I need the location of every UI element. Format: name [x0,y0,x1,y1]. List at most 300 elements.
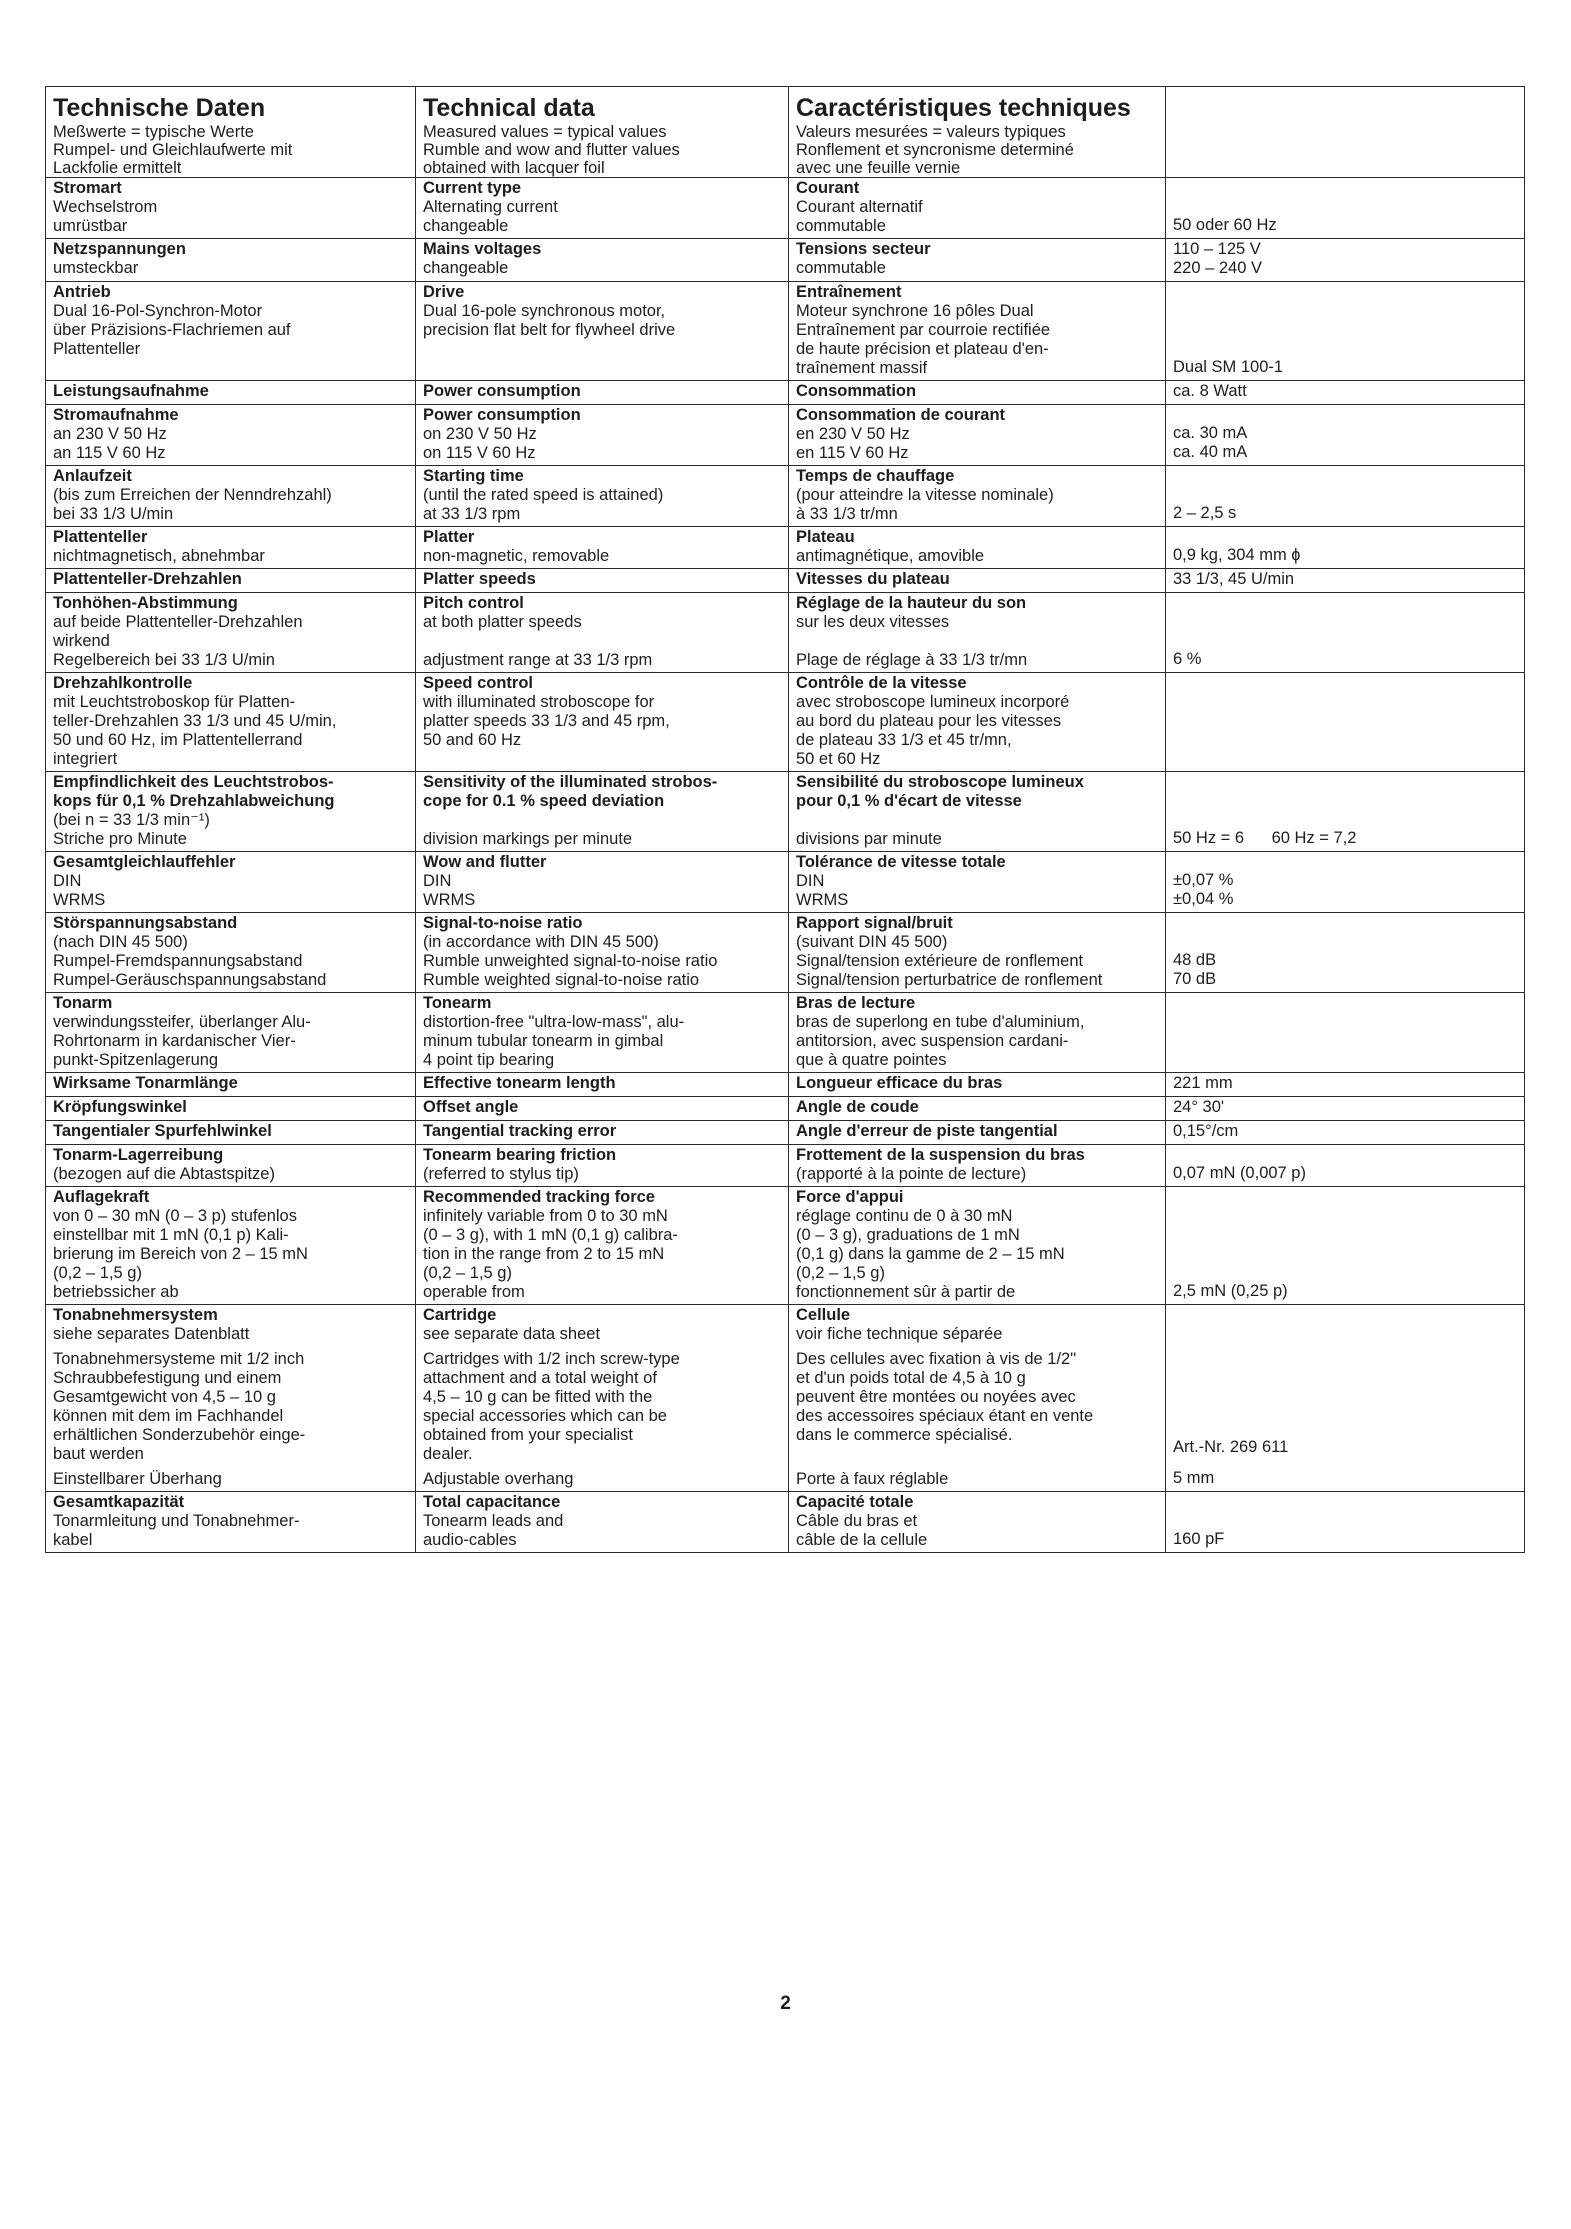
text-line [796,1445,1159,1464]
cell-value [1166,1073,1525,1097]
cell-de [46,1073,416,1097]
text-line: Wechselstrom [53,198,158,216]
page-number: 2 [780,1993,791,2014]
cell-en [416,1121,789,1145]
value-line: ca. 30 mA [1173,424,1248,442]
row-title: Consommation [796,382,917,400]
text-line: Courant alternatif [796,198,923,216]
header-cell-de [46,87,416,178]
row-title: Entraînement [796,283,902,301]
cell-fr [789,282,1166,381]
table-row [46,405,1525,466]
header-de: Technische Daten [53,94,266,122]
table-row [46,993,1525,1073]
text-line: Signal/tension perturbatrice de ronflement [796,971,1103,989]
text-line: changeable [423,259,509,277]
cell-de [46,993,416,1073]
row-title: pour 0,1 % d'écart de vitesse [796,792,1022,810]
cell-en [416,1097,789,1121]
row-title: Stromart [53,179,122,197]
table-row [46,852,1525,913]
text-line: (0,2 – 1,5 g) [423,1264,512,1282]
cell-fr [789,1305,1166,1492]
row-title: Platter speeds [423,570,536,588]
value-line: ca. 40 mA [1173,443,1248,461]
cell-de [46,913,416,993]
text-line: peuvent être montées ou noyées avec [796,1388,1076,1406]
value-line: 50 oder 60 Hz [1173,216,1277,234]
text-line: en 230 V 50 Hz [796,425,910,443]
text-line: Entraînement par courroie rectifiée [796,321,1051,339]
intro-line: Meßwerte = typische Werte [53,123,254,141]
row-title: Drehzahlkontrolle [53,674,193,692]
text-line: at 33 1/3 rpm [423,505,521,523]
text-line: commutable [796,259,886,277]
value-line: 48 dB [1173,951,1217,969]
cell-value [1166,913,1525,993]
cell-value [1166,593,1525,673]
row-title: Tonarm-Lagerreibung [53,1146,224,1164]
text-line: Rumble unweighted signal-to-noise ratio [423,952,718,970]
header-en: Technical data [423,94,595,122]
table-row [46,1097,1525,1121]
value-line: ±0,04 % [1173,890,1234,908]
text-line: Tonabnehmersysteme mit 1/2 inch [53,1350,305,1368]
text-line: sur les deux vitesses [796,613,950,631]
text-line: Dual 16-pole synchronous motor, [423,302,666,320]
row-title: Sensitivity of the illuminated strobos- [423,773,718,791]
row-title: Empfindlichkeit des Leuchtstrobos- [53,773,334,791]
text-line: commutable [796,217,886,235]
text-line: Adjustable overhang [423,1470,574,1488]
cell-fr [789,239,1166,282]
text-line: on 230 V 50 Hz [423,425,537,443]
cell-en [416,405,789,466]
text-line: antimagnétique, amovible [796,547,985,565]
row-title: kops für 0,1 % Drehzahlabweichung [53,792,335,810]
row-title: cope for 0.1 % speed deviation [423,792,665,810]
cell-de [46,405,416,466]
row-title: Longueur efficace du bras [796,1074,1003,1092]
row-title: Platter [423,528,475,546]
text-line: tion in the range from 2 to 15 mN [423,1245,665,1263]
text-line: über Präzisions-Flachriemen auf [53,321,291,339]
text-line: Câble du bras et [796,1512,918,1530]
table-row [46,1187,1525,1305]
text-line: (suivant DIN 45 500) [796,933,948,951]
cell-en [416,913,789,993]
text-line: audio-cables [423,1531,517,1549]
text-line: punkt-Spitzenlagerung [53,1051,219,1069]
text-line: brierung im Bereich von 2 – 15 mN [53,1245,308,1263]
text-line: precision flat belt for flywheel drive [423,321,676,339]
row-title: Offset angle [423,1098,519,1116]
cell-de [46,381,416,405]
text-line: teller-Drehzahlen 33 1/3 und 45 U/min, [53,712,337,730]
text-line [423,811,782,830]
intro-line: Rumpel- und Gleichlaufwerte mit [53,141,293,159]
text-line: operable from [423,1283,525,1301]
text-line: Porte à faux réglable [796,1470,949,1488]
text-line: (rapporté à la pointe de lecture) [796,1165,1027,1183]
text-line: einstellbar mit 1 mN (0,1 p) Kali- [53,1226,289,1244]
table-row [46,913,1525,993]
intro-line: Valeurs mesurées = valeurs typiques [796,123,1066,141]
text-line: (0,2 – 1,5 g) [796,1264,885,1282]
text-line: erhältlichen Sonderzubehör einge- [53,1426,306,1444]
table-row [46,1492,1525,1553]
table-row [46,1145,1525,1187]
text-line: réglage continu de 0 à 30 mN [796,1207,1013,1225]
cell-value [1166,282,1525,381]
table-row [46,178,1525,239]
text-line: Gesamtgewicht von 4,5 – 10 g [53,1388,276,1406]
cell-de [46,1305,416,1492]
cell-de [46,593,416,673]
text-line: with illuminated stroboscope for [423,693,655,711]
text-line: Moteur synchrone 16 pôles Dual [796,302,1034,320]
text-line: 4,5 – 10 g can be fitted with the [423,1388,653,1406]
text-line: auf beide Plattenteller-Drehzahlen [53,613,303,631]
value-line: Dual SM 100-1 [1173,358,1284,376]
text-line: wirkend [53,632,110,650]
row-title: Bras de lecture [796,994,916,1012]
text-line: non-magnetic, removable [423,547,610,565]
row-title: Tonearm [423,994,492,1012]
value-line: Art.-Nr. 269 611 [1173,1438,1289,1456]
cell-value [1166,381,1525,405]
table-row [46,1305,1525,1492]
text-line: special accessories which can be [423,1407,667,1425]
cell-fr [789,593,1166,673]
intro-line: Measured values = typical values [423,123,667,141]
text-line: (pour atteindre la vitesse nominale) [796,486,1054,504]
row-title: Rapport signal/bruit [796,914,953,932]
cell-de [46,239,416,282]
row-title: Tonabnehmersystem [53,1306,218,1324]
cell-en [416,993,789,1073]
text-line: Cartridges with 1/2 inch screw-type [423,1350,680,1368]
cell-en [416,852,789,913]
text-line: Rohrtonarm in kardanischer Vier- [53,1032,296,1050]
text-line: Einstellbarer Überhang [53,1470,222,1488]
text-line: Rumble weighted signal-to-noise ratio [423,971,700,989]
table-row [46,466,1525,527]
intro-line: avec une feuille vernie [796,159,961,177]
intro-line: Lackfolie ermittelt [53,159,182,177]
text-line: DIN [423,872,452,890]
row-title: Tonearm bearing friction [423,1146,617,1164]
cell-value [1166,1305,1525,1492]
text-line: dealer. [423,1445,473,1463]
value-line: 50 Hz = 6 60 Hz = 7,2 [1173,829,1357,847]
cell-de [46,527,416,569]
cell-de [46,1097,416,1121]
cell-en [416,1073,789,1097]
value-line: 0,15°/cm [1173,1122,1239,1140]
text-line: Tonarmleitung und Tonabnehmer- [53,1512,300,1530]
cell-fr [789,1097,1166,1121]
table-row [46,381,1525,405]
text-line: minum tubular tonearm in gimbal [423,1032,664,1050]
cell-en [416,239,789,282]
text-line: DIN [53,872,82,890]
cell-en [416,527,789,569]
cell-en [416,772,789,852]
text-line: baut werden [53,1445,144,1463]
cell-value [1166,772,1525,852]
text-line: Alternating current [423,198,558,216]
cell-en [416,1305,789,1492]
cell-en [416,178,789,239]
row-title: Antrieb [53,283,111,301]
text-line: voir fiche technique séparée [796,1325,1003,1343]
text-line: infinitely variable from 0 to 30 mN [423,1207,668,1225]
cell-de [46,282,416,381]
cell-en [416,1492,789,1553]
cell-value [1166,1121,1525,1145]
text-line: Plage de réglage à 33 1/3 tr/mn [796,651,1028,669]
cell-fr [789,1187,1166,1305]
value-line: 70 dB [1173,970,1217,988]
text-line: (0,2 – 1,5 g) [53,1264,142,1282]
value-line: 2 – 2,5 s [1173,504,1237,522]
cell-value [1166,673,1525,772]
row-title: Wow and flutter [423,853,547,871]
cell-fr [789,466,1166,527]
cell-de [46,772,416,852]
table-row [46,1073,1525,1097]
text-line: (referred to stylus tip) [423,1165,579,1183]
table-row [46,527,1525,569]
row-title: Frottement de la suspension du bras [796,1146,1085,1164]
text-line: et d'un poids total de 4,5 à 10 g [796,1369,1026,1387]
value-line: 221 mm [1173,1074,1233,1092]
text-line: Tonearm leads and [423,1512,564,1530]
text-line: DIN [796,872,825,890]
text-line: bei 33 1/3 U/min [53,505,174,523]
header-row [46,87,1525,178]
text-line: Striche pro Minute [53,830,187,848]
text-line: WRMS [423,891,476,909]
spec-sheet [45,86,1524,1553]
cell-en [416,673,789,772]
text-line: attachment and a total weight of [423,1369,657,1387]
text-line: au bord du plateau pour les vitesses [796,712,1062,730]
cell-fr [789,569,1166,593]
text-line: avec stroboscope lumineux incorporé [796,693,1070,711]
text-line: betriebssicher ab [53,1283,179,1301]
text-line [796,632,1159,651]
cell-fr [789,1121,1166,1145]
row-title: Tolérance de vitesse totale [796,853,1006,871]
header-fr: Caractéristiques techniques [796,94,1131,122]
text-line: Plattenteller [53,340,141,358]
text-line: (bei n = 33 1/3 min⁻¹) [53,811,210,829]
text-line: siehe separates Datenblatt [53,1325,250,1343]
row-title: Power consumption [423,406,581,424]
cell-de [46,1145,416,1187]
text-line: (in accordance with DIN 45 500) [423,933,659,951]
row-title: Contrôle de la vitesse [796,674,967,692]
text-line: platter speeds 33 1/3 and 45 rpm, [423,712,670,730]
text-line: (bis zum Erreichen der Nenndrehzahl) [53,486,332,504]
text-line: 50 and 60 Hz [423,731,522,749]
text-line: (until the rated speed is attained) [423,486,664,504]
text-line: obtained from your specialist [423,1426,634,1444]
row-title: Tonarm [53,994,113,1012]
text-line: 50 et 60 Hz [796,750,881,768]
table-row [46,239,1525,282]
row-title: Total capacitance [423,1493,561,1511]
cell-value [1166,239,1525,282]
intro-line: Rumble and wow and flutter values [423,141,680,159]
technical-data-table [45,86,1525,1553]
cell-fr [789,673,1166,772]
row-title: Gesamtgleichlauffehler [53,853,236,871]
row-title: Force d'appui [796,1188,904,1206]
cell-de [46,673,416,772]
cell-value [1166,1187,1525,1305]
row-title: Anlaufzeit [53,467,132,485]
table-row [46,282,1525,381]
table-row [46,673,1525,772]
text-line: en 115 V 60 Hz [796,444,909,462]
value-line: 0,07 mN (0,007 p) [1173,1164,1306,1182]
row-title: Signal-to-noise ratio [423,914,583,932]
row-title: Stromaufnahme [53,406,179,424]
cell-fr [789,1073,1166,1097]
text-line: (nach DIN 45 500) [53,933,188,951]
text-line: (0 – 3 g), with 1 mN (0,1 g) calibra- [423,1226,678,1244]
cell-fr [789,1145,1166,1187]
cell-value [1166,993,1525,1073]
row-title: Cellule [796,1306,851,1324]
cell-de [46,852,416,913]
header-cell-en [416,87,789,178]
header-cell-value [1166,87,1525,178]
text-line: Rumpel-Fremdspannungsabstand [53,952,303,970]
cell-fr [789,772,1166,852]
cell-en [416,593,789,673]
text-line: (bezogen auf die Abtastspitze) [53,1165,275,1183]
text-line: at both platter speeds [423,613,582,631]
text-line: umrüstbar [53,217,128,235]
value-line: 220 – 240 V [1173,259,1262,277]
row-title: Courant [796,179,860,197]
cell-en [416,381,789,405]
text-line: traînement massif [796,359,928,377]
row-title: Vitesses du plateau [796,570,950,588]
value-line: 2,5 mN (0,25 p) [1173,1282,1288,1300]
row-title: Tangentialer Spurfehlwinkel [53,1122,272,1140]
cell-fr [789,527,1166,569]
text-line: à 33 1/3 tr/mn [796,505,898,523]
text-line: WRMS [53,891,106,909]
cell-value [1166,569,1525,593]
cell-fr [789,405,1166,466]
cell-de [46,466,416,527]
row-title: Gesamtkapazität [53,1493,185,1511]
row-title: Speed control [423,674,534,692]
table-row [46,569,1525,593]
row-title: Störspannungsabstand [53,914,238,932]
table-row [46,772,1525,852]
text-line: (0,1 g) dans la gamme de 2 – 15 mN [796,1245,1065,1263]
row-title: Réglage de la hauteur du son [796,594,1027,612]
cell-fr [789,993,1166,1073]
cell-en [416,1145,789,1187]
row-title: Plattenteller-Drehzahlen [53,570,242,588]
table-row [46,1121,1525,1145]
text-line: mit Leuchtstroboskop für Platten- [53,693,296,711]
row-title: Temps de chauffage [796,467,955,485]
text-line: changeable [423,217,509,235]
text-line: Regelbereich bei 33 1/3 U/min [53,651,275,669]
text-line [796,811,1159,830]
text-line: divisions par minute [796,830,942,848]
value-line: 6 % [1173,650,1202,668]
text-line: Dual 16-Pol-Synchron-Motor [53,302,263,320]
cell-fr [789,381,1166,405]
text-line: dans le commerce spécialisé. [796,1426,1013,1444]
intro-line: Ronflement et syncronisme determiné [796,141,1074,159]
text-line: adjustment range at 33 1/3 rpm [423,651,653,669]
text-line: Signal/tension extérieure de ronflement [796,952,1084,970]
text-line: 50 und 60 Hz, im Plattentellerrand [53,731,303,749]
row-title: Sensibilité du stroboscope lumineux [796,773,1084,791]
text-line: können mit dem im Fachhandel [53,1407,284,1425]
cell-en [416,1187,789,1305]
cell-value [1166,527,1525,569]
cell-de [46,1121,416,1145]
text-line: division markings per minute [423,830,633,848]
text-line: (0 – 3 g), graduations de 1 mN [796,1226,1020,1244]
row-title: Auflagekraft [53,1188,150,1206]
row-title: Drive [423,283,465,301]
text-line: integriert [53,750,118,768]
row-title: Kröpfungswinkel [53,1098,187,1116]
text-line: von 0 – 30 mN (0 – 3 p) stufenlos [53,1207,297,1225]
cell-de [46,1187,416,1305]
row-title: Capacité totale [796,1493,914,1511]
row-title: Plattenteller [53,528,148,546]
text-line: on 115 V 60 Hz [423,444,536,462]
value-line: 0,9 kg, 304 mm ɸ [1173,546,1301,564]
value-line: ±0,07 % [1173,871,1234,889]
text-line: de haute précision et plateau d'en- [796,340,1049,358]
value-line: ca. 8 Watt [1173,382,1247,400]
cell-value [1166,178,1525,239]
text-line: des accessoires spéciaux étant en vente [796,1407,1094,1425]
cell-fr [789,1492,1166,1553]
row-title: Pitch control [423,594,524,612]
row-title: Angle de coude [796,1098,919,1116]
row-title: Starting time [423,467,524,485]
intro-line: obtained with lacquer foil [423,159,605,177]
row-title: Wirksame Tonarmlänge [53,1074,238,1092]
text-line: fonctionnement sûr à partir de [796,1283,1016,1301]
cell-fr [789,178,1166,239]
row-title: Current type [423,179,522,197]
cell-de [46,569,416,593]
row-title: Consommation de courant [796,406,1006,424]
text-line: de plateau 33 1/3 et 45 tr/mn, [796,731,1012,749]
row-title: Effective tonearm length [423,1074,616,1092]
cell-value [1166,852,1525,913]
cell-value [1166,1097,1525,1121]
cell-en [416,466,789,527]
